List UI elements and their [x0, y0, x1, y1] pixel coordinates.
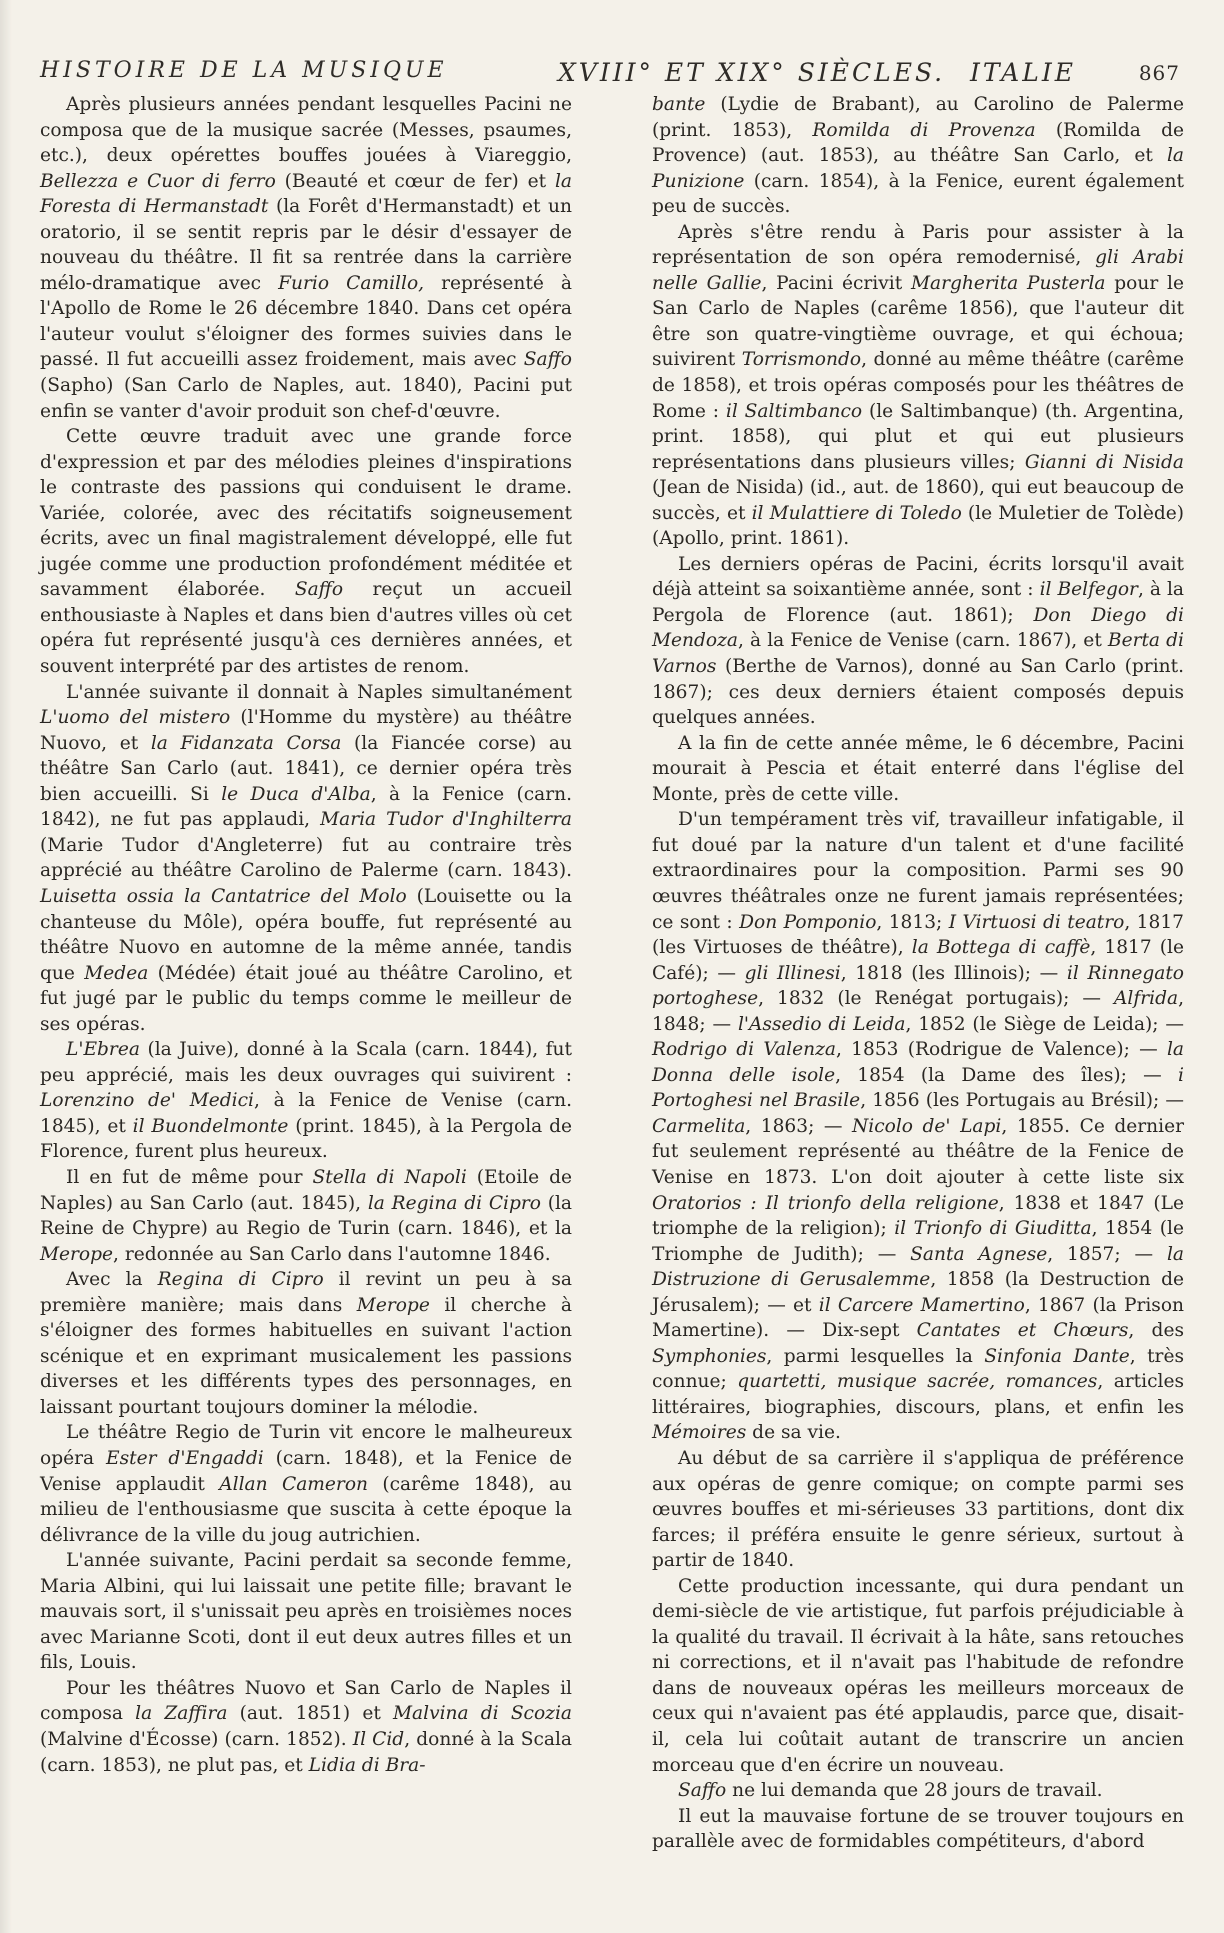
text-run: , à la Fenice de Venise (carn. 1867), et — [738, 630, 1108, 652]
italic-title: Merope — [40, 1243, 114, 1265]
italic-title: Saffo — [678, 1780, 727, 1802]
text-run: (Jean de Nisida) (id., aut. de 1860), qui eut beaucoup de succès, et — [652, 477, 1184, 524]
text-run: L'année suivante, Pacini perdait sa seconde femme, Maria Albini, qui lui laissait une petite fille; bravant le mauvais sort, il s'unissait peu après en troisièmes noces avec Marianne Scoti, dont il eut deux autres filles et un fils, Louis. — [40, 1550, 572, 1674]
text-run: (la Forêt d'Hermanstadt) et un oratorio, il se sentit repris par le désir d'essayer de nouveau du théâtre. Il fit sa rentrée dans la carrière mélo-dramatique avec — [40, 196, 573, 294]
italic-title: i Portoghesi nel Brasile — [652, 1064, 1184, 1112]
italic-title: gli Illinesi — [744, 962, 841, 984]
text-run: Cette œuvre traduit avec une grande force d'expression et par des mélodies pleines d'inspirations le contraste des passions qui conduisent le drame. Variée, colorée, avec des récitatifs soigneusement écrits, avec un final magistralement développé, elle fut jugée comme une production profondément méditée et savamment élaborée. — [40, 426, 572, 601]
text-run: , 1813; — [876, 911, 949, 933]
text-run: , 1856 (les Portugais au Brésil); — — [860, 1090, 1184, 1112]
text-run: , 1852 (le Siège de Leida); — — [905, 1013, 1185, 1035]
text-run: , 1818 (les Illinois); — — [840, 962, 1067, 984]
italic-title: Berta di Varnos — [652, 630, 1184, 678]
italic-title: Sinfonia Dante — [984, 1345, 1130, 1367]
italic-title: Saffo — [294, 579, 344, 601]
text-run: , Pacini écrivit — [761, 272, 911, 294]
text-run: (Sapho) (San Carlo de Naples, aut. 1840), Pacini put enfin se vanter d'avoir produit son chef-d'œuvre. — [40, 375, 572, 422]
italic-title: Torrismondo — [741, 349, 862, 371]
italic-title: il Belfegor — [1039, 579, 1138, 601]
italic-title: la Donna delle isole — [652, 1039, 1185, 1086]
text-run: , 1857; — — [1047, 1243, 1167, 1265]
text-run: (Beauté et cœur de fer) et — [275, 170, 555, 192]
italic-title: il Mulattiere di Toledo — [751, 502, 962, 524]
paragraph — [40, 1037, 572, 1165]
text-run: , très connue; — [652, 1345, 1184, 1393]
italic-title: Ester d'Engaddi — [106, 1447, 264, 1469]
italic-title: quartetti, musique sacrée, romances — [737, 1371, 1098, 1393]
text-run: D'un tempérament très vif, travailleur infatigable, il fut doué par la nature d'un talent et d'une facilité extraordinaires pour la composition. Parmi ses 90 œuvres théâtrales onze ne furent jamais représentées; ce sont : — [652, 809, 1184, 933]
page-number: 867 — [1138, 61, 1180, 85]
text-run: (Marie Tudor d'Angleterre) fut au contraire très apprécié au théâtre Carolino de Palerme (carn. 1843). — [40, 834, 572, 882]
italic-title: Carmelita — [652, 1115, 746, 1137]
text-run: , 1858 (la Destruction de Jérusalem); — et — [652, 1269, 1185, 1316]
italic-title: bante — [652, 94, 706, 115]
text-run: , 1853 (Rodrigue de Valence); — — [836, 1039, 1167, 1061]
italic-title: la Foresta di Hermanstadt — [40, 170, 572, 218]
italic-title: Santa Agnese — [910, 1243, 1048, 1265]
text-run: (la Fiancée corse) au théâtre San Carlo (aut. 1841), ce dernier opéra très bien accueilli. Si — [40, 732, 572, 805]
italic-title: L'uomo del mistero — [40, 707, 231, 729]
text-run: (Etoile de Naples) au San Carlo (aut. 1845), — [40, 1166, 573, 1214]
italic-title: Nicolo de' Lapi — [852, 1115, 1002, 1137]
italic-title: L'Ebrea — [66, 1039, 140, 1061]
paragraph — [40, 1165, 572, 1267]
text-run: , donné au même théâtre (carême de 1858), et trois opéras composés pour les théâtres de Rome : — [652, 349, 1184, 422]
italic-title: Allan Cameron — [219, 1473, 368, 1495]
italic-title: Oratorios : Il trionfo della religione — [652, 1192, 999, 1214]
text-run: L'année suivante il donnait à Naples simultanément — [66, 681, 572, 703]
text-run: il revint un peu à sa première manière; mais dans — [40, 1269, 572, 1316]
text-run: Les derniers opéras de Pacini, écrits lorsqu'il avait déjà atteint sa soixantième année, sont : — [652, 553, 1184, 601]
text-run: (la Reine de Chypre) au Regio de Turin (carn. 1846), et la — [40, 1192, 573, 1240]
text-run: (print. 1845), à la Pergola de Florence, furent plus heureux. — [40, 1115, 572, 1163]
text-run: Il en fut de même pour — [66, 1166, 313, 1188]
paragraph — [652, 731, 1184, 808]
italic-title: la Fidanzata Corsa — [150, 732, 342, 754]
text-run: (la Juive), donné à la Scala (carn. 1844), fut peu apprécié, mais les deux ouvrages qui suivirent : — [40, 1039, 572, 1086]
text-run: (l'Homme du mystère) au théâtre Nuovo, et — [40, 707, 573, 754]
text-run: A la fin de cette année même, le 6 décembre, Pacini mourait à Pescia et était enterré dans l'église del Monte, près de cette ville. — [652, 732, 1184, 805]
text-run: (Malvine d'Écosse) (carn. 1852). — [40, 1729, 353, 1750]
paragraph — [652, 552, 1184, 731]
italic-title: Margherita Pusterla — [910, 272, 1106, 294]
text-run: Il eut la mauvaise fortune de se trouver toujours en parallèle avec de formidables compétiteurs, d'abord — [652, 1805, 1184, 1853]
paragraph — [40, 1267, 572, 1420]
italic-title: la Zaffira — [135, 1703, 228, 1725]
text-run: pour le San Carlo de Naples (carême 1856), que l'auteur dit être son quatre-vingtième ouvrage, et qui échoua; suivirent — [652, 272, 1184, 371]
paragraph — [652, 92, 1184, 220]
italic-title: il Carcere Mamertino — [818, 1294, 1025, 1316]
italic-title: Mémoires — [652, 1422, 747, 1444]
text-run: , 1867 (la Prison Mamertine). — Dix-sept — [652, 1294, 1185, 1342]
italic-title: Bellezza e Cuor di ferro — [40, 170, 276, 192]
paragraph — [652, 1446, 1184, 1574]
paragraph — [652, 1804, 1184, 1855]
text-run: (carn. 1848), et la Fenice de Venise applaudit — [40, 1447, 572, 1495]
italic-title: Rodrigo di Valenza — [652, 1039, 836, 1061]
italic-title: Regina di Cipro — [157, 1269, 324, 1291]
text-run: , 1863; — — [745, 1115, 853, 1137]
text-run: , 1848; — — [652, 988, 1184, 1035]
running-head-period: XVIII° ET XIX° SIÈCLES. — [558, 58, 946, 87]
text-run: , 1832 (le Renégat portugais); — — [758, 988, 1114, 1010]
text-run: , 1838 et 1847 (Le triomphe de la religion); — [652, 1192, 1184, 1240]
text-run: représenté à l'Apollo de Rome le 26 décembre 1840. Dans cet opéra l'auteur voulut s'éloigner des formes suivies dans le passé. Il fut accueilli assez froidement, mais avec — [40, 272, 572, 371]
text-run: (Louisette ou la chanteuse du Môle), opéra bouffe, fut représenté au théâtre Nuovo en automne de la même année, tandis que — [40, 885, 572, 984]
italic-title: Don Pomponio — [739, 911, 877, 933]
italic-title: la Distruzione di Gerusalemme — [652, 1243, 1185, 1291]
running-head-country: ITALIE — [970, 58, 1076, 87]
text-run: (Lydie de Brabant), au Carolino de Palerme (print. 1853), — [652, 94, 1184, 141]
text-run: Cette production incessante, qui dura pendant un demi-siècle de vie artistique, fut parfois préjudiciable à la qualité du travail. Il écrivait à la hâte, sans retouches ni corrections, et il n'avait pas l'habitude de refondre dans de nouveaux opéras les meilleurs morceaux de ceux qui n'avaient pas été applaudis, parce que, disait-il, cela lui coûtait autant de transcrire un ancien morceau que d'en écrire un nouveau. — [652, 1575, 1184, 1776]
paragraph — [652, 1574, 1184, 1778]
text-run: (Romilda de Provence) (aut. 1853), au théâtre San Carlo, et — [652, 119, 1184, 167]
italic-title: la Punizione — [652, 145, 1184, 192]
italic-title: il Trionfo di Giuditta — [894, 1218, 1092, 1240]
italic-title: il Buondelmonte — [132, 1115, 289, 1137]
italic-title: Merope — [356, 1294, 430, 1316]
text-run: , des — [1128, 1320, 1184, 1342]
italic-title: Lorenzino de' Medici — [40, 1090, 254, 1112]
italic-title: la Bottega di caffè — [911, 937, 1091, 959]
italic-title: le Duca d'Alba — [221, 783, 371, 805]
text-run: , à la Pergola de Florence (aut. 1861); — [652, 579, 1184, 626]
italic-title: l'Assedio di Leida — [737, 1013, 906, 1035]
text-run: reçut un accueil enthousiaste à Naples et dans bien d'autres villes où cet opéra fut représenté jusqu'à ces dernières années, et souvent interprété par des artistes de renom. — [40, 579, 572, 678]
text-run: , 1854 (le Triomphe de Judith); — — [652, 1218, 1184, 1265]
text-run: (le Muletier de Tolède) (Apollo, print. 1861). — [652, 502, 1184, 550]
left-column — [40, 92, 572, 1855]
text-run: , 1817 (le Café); — — [652, 937, 1184, 984]
text-run: (Berthe de Varnos), donné au San Carlo (print. 1867); ces deux derniers étaient composés depuis quelques années. — [652, 656, 1184, 729]
italic-title: Lidia di Bra- — [308, 1754, 426, 1776]
italic-title: gli Arabi nelle Gallie — [652, 247, 1184, 294]
text-run: (carn. 1854), à la Fenice, eurent également peu de succès. — [652, 170, 1184, 218]
text-run: (le Saltimbanque) (th. Argentina, print. 1858), qui plut et qui eut plusieurs représentations dans plusieurs villes; — [652, 400, 1184, 473]
italic-title: Medea — [84, 962, 149, 984]
right-column — [652, 92, 1184, 1855]
text-run: , articles littéraires, biographies, discours, plans, et enfin les — [652, 1371, 1184, 1418]
italic-title: Maria Tudor d'Inghilterra — [320, 809, 572, 831]
italic-title: Furio Camillo, — [278, 272, 425, 294]
paragraph — [40, 92, 572, 424]
running-head-title: HISTOIRE DE LA MUSIQUE — [40, 58, 448, 83]
text-run: , à la Fenice de Venise (carn. 1845), et — [40, 1090, 573, 1137]
italic-title: la Regina di Cipro — [367, 1192, 541, 1214]
text-run: Après plusieurs années pendant lesquelles Pacini ne composa que de la musique sacrée (Messes, psaumes, etc.), deux opérettes bouffes jouées à Viareggio, — [40, 94, 572, 167]
italic-title: I Virtuosi di teatro — [948, 911, 1125, 933]
text-run: , parmi lesquelles la — [766, 1345, 985, 1367]
text-run: (carême 1848), au milieu de l'enthousiasme que suscita à cette époque la délivrance de la ville du joug autrichien. — [40, 1473, 572, 1546]
paragraph — [40, 1420, 572, 1548]
text-columns — [40, 92, 1184, 1855]
text-run: Avec la — [66, 1269, 158, 1291]
paragraph — [652, 1778, 1184, 1804]
italic-title: il Rinnegato portoghese — [652, 962, 1185, 1010]
text-run: , 1855. Ce dernier fut seulement représenté au théâtre de la Fenice de Venise en 1873. L'on doit ajouter à cette liste six — [652, 1115, 1184, 1188]
paragraph — [652, 807, 1184, 1446]
page-fold-shadow — [0, 0, 12, 1933]
text-run: Au début de sa carrière il s'appliqua de préférence aux opéras de genre comique; on compte parmi ses œuvres bouffes et mi-sérieuses 33 partitions, dont dix farces; il préféra ensuite le genre sérieux, surtout à partir de 1840. — [652, 1447, 1184, 1572]
paragraph — [40, 1676, 572, 1778]
running-head — [40, 58, 1184, 88]
text-run: il cherche à s'éloigner des formes habituelles en suivant l'action scénique et en exprimant musicalement les passions diverses et les différents types des personnages, en laissant pourtant toujours dominer la mélodie. — [40, 1294, 573, 1418]
italic-title: Romilda di Provenza — [812, 119, 1036, 141]
text-run: , redonnée au San Carlo dans l'automne 1846. — [113, 1243, 551, 1265]
text-run: Pour les théâtres Nuovo et San Carlo de Naples il composa — [40, 1677, 572, 1725]
italic-title: il Saltimbanco — [725, 400, 863, 422]
italic-title: Cantates et Chœurs — [916, 1320, 1129, 1342]
text-run: , 1854 (la Dame des îles); — — [835, 1064, 1179, 1086]
text-run: , donné à la Scala (carn. 1853), ne plut pas, et — [40, 1729, 572, 1776]
text-run: ne lui demanda que 28 jours de travail. — [726, 1780, 1103, 1802]
text-run: , 1817 (les Virtuoses de théâtre), — [652, 911, 1185, 959]
paragraph — [652, 220, 1184, 552]
text-run: , à la Fenice (carn. 1842), ne fut pas applaudi, — [40, 783, 572, 831]
italic-title: Saffo — [523, 349, 572, 371]
italic-title: Gianni di Nisida — [1024, 451, 1184, 473]
text-run: Après s'être rendu à Paris pour assister à la représentation de son opéra remodernisé, — [652, 221, 1184, 269]
text-run: (Médée) était joué au théâtre Carolino, et fut jugé par le public du temps comme le meilleur de ses opéras. — [40, 962, 572, 1035]
italic-title: Luisetta ossia la Cantatrice del Molo — [40, 885, 407, 907]
paragraph — [40, 1548, 572, 1676]
text-run: (aut. 1851) et — [227, 1703, 393, 1725]
text-run: Le théâtre Regio de Turin vit encore le malheureux opéra — [40, 1422, 572, 1469]
paragraph — [40, 424, 572, 679]
italic-title: Stella di Napoli — [312, 1166, 467, 1188]
italic-title: Symphonies — [652, 1345, 767, 1367]
italic-title: Don Diego di Mendoza — [652, 604, 1184, 652]
italic-title: Alfrida — [1113, 988, 1179, 1010]
paragraph — [40, 680, 572, 1038]
italic-title: Malvina di Scozia — [393, 1703, 572, 1725]
text-run: de sa vie. — [746, 1422, 841, 1444]
italic-title: Il Cid — [352, 1729, 405, 1750]
